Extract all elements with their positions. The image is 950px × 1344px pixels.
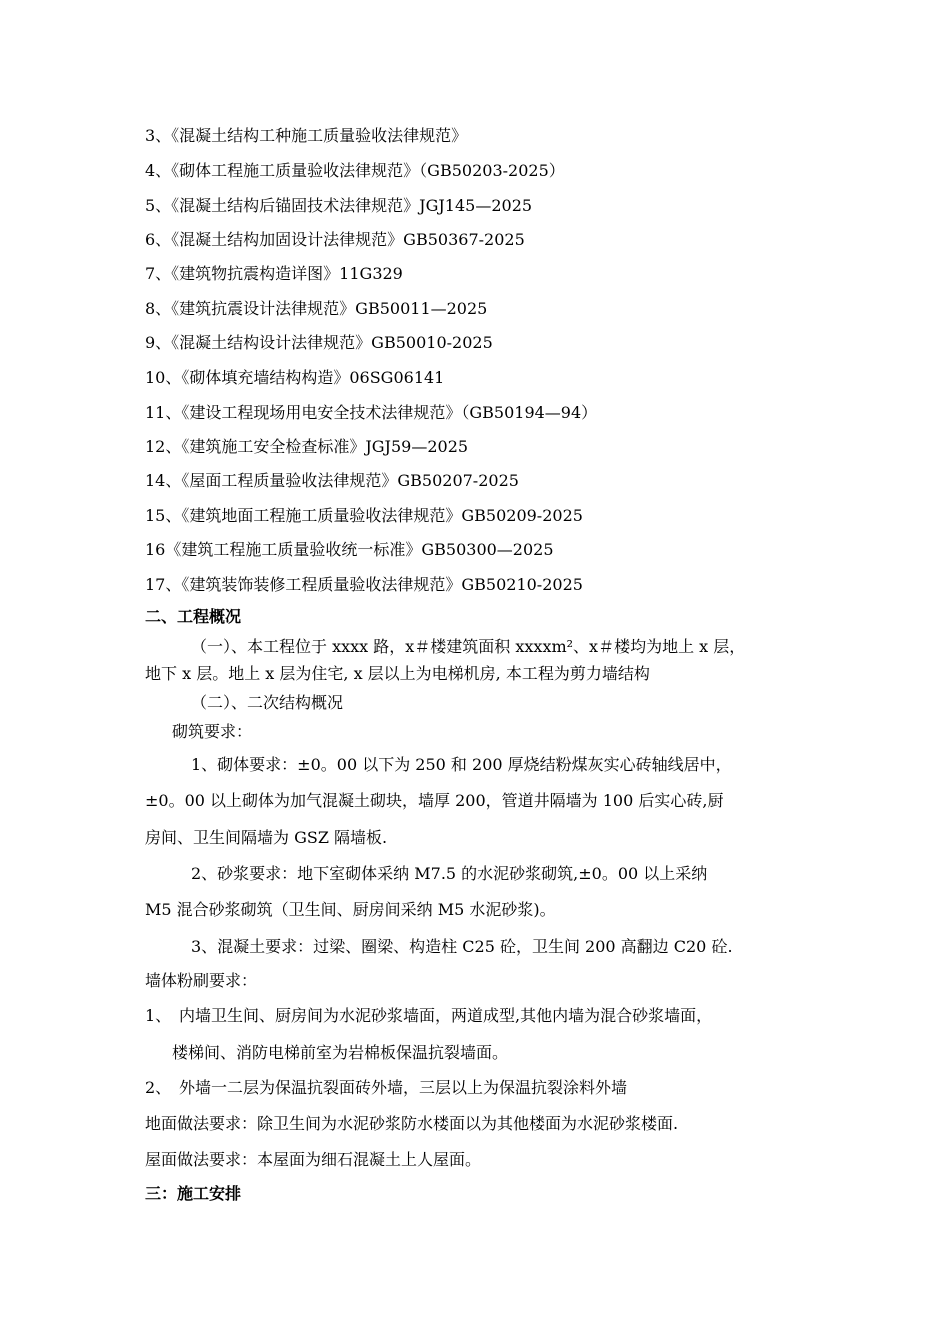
reference-item: 6、《混凝土结构加固设计法律规范》GB50367-2025 [145, 230, 525, 249]
subsection-heading-secondary-structure: （二）、二次结构概况 [191, 693, 344, 712]
section-heading-construction-arrangement: 三：施工安排 [145, 1184, 242, 1203]
reference-item: 12、《建筑施工安全检查标准》JGJ59—2025 [145, 437, 469, 456]
overview-paragraph-line: （一）、本工程位于 xxxx 路，x＃楼建筑面积 xxxxm²、x＃楼均为地上 x 层， [191, 637, 746, 656]
reference-item: 9、《混凝土结构设计法律规范》GB50010-2025 [145, 333, 493, 352]
reference-item: 15、《建筑地面工程施工质量验收法律规范》GB50209-2025 [145, 506, 583, 525]
reference-item: 11、《建设工程现场用电安全技术法律规范》（GB50194—94） [145, 403, 598, 422]
mortar-requirement-line: M5 混合砂浆砌筑（卫生间、厨房间采纳 M5 水泥砂浆)。 [145, 900, 556, 919]
reference-item: 14、《屋面工程质量验收法律规范》GB50207-2025 [145, 471, 519, 490]
section-heading-project-overview: 二、工程概况 [145, 607, 242, 626]
reference-item: 4、《砌体工程施工质量验收法律规范》（GB50203-2025） [145, 161, 565, 180]
masonry-requirement-line: 房间、卫生间隔墙为 GSZ 隔墙板. [145, 828, 388, 847]
plaster-item-line: 内墙卫生间、厨房间为水泥砂浆墙面，两道成型,其他内墙为混合砂浆墙面， [179, 1006, 713, 1025]
mortar-requirement-line: 2、砂浆要求：地下室砌体采纳 M7.5 的水泥砂浆砌筑,±0。00 以上采纳 [191, 864, 708, 883]
floor-finish-requirement: 地面做法要求：除卫生间为水泥砂浆防水楼面以为其他楼面为水泥砂浆楼面. [145, 1114, 679, 1133]
reference-item: 10、《砌体填充墙结构构造》06SG06141 [145, 368, 445, 387]
reference-item: 16《建筑工程施工质量验收统一标准》GB50300—2025 [145, 540, 554, 559]
roof-finish-requirement: 屋面做法要求：本屋面为细石混凝土上人屋面。 [145, 1150, 482, 1169]
wall-plaster-requirements-title: 墙体粉刷要求： [145, 971, 258, 990]
concrete-requirement-line: 3、混凝土要求：过梁、圈梁、构造柱 C25 砼，卫生间 200 高翻边 C20 砼. [191, 937, 733, 956]
reference-item: 8、《建筑抗震设计法律规范》GB50011—2025 [145, 299, 488, 318]
masonry-requirements-title: 砌筑要求： [172, 722, 253, 741]
plaster-item-line: 外墙一二层为保温抗裂面砖外墙，三层以上为保温抗裂涂料外墙 [179, 1078, 628, 1097]
reference-item: 17、《建筑装饰装修工程质量验收法律规范》GB50210-2025 [145, 575, 583, 594]
masonry-requirement-line: 1、砌体要求：±0。00 以下为 250 和 200 厚烧结粉煤灰实心砖轴线居中， [191, 755, 732, 774]
reference-item: 7、《建筑物抗震构造详图》11G329 [145, 264, 403, 283]
masonry-requirement-line: ±0。00 以上砌体为加气混凝土砌块，墙厚 200，管道井隔墙为 100 后实心砖,厨 [145, 791, 724, 810]
reference-item: 3、《混凝土结构工种施工质量验收法律规范》 [145, 126, 468, 145]
reference-item: 5、《混凝土结构后锚固技术法律规范》JGJ145—2025 [145, 196, 533, 215]
overview-paragraph-line: 地下 x 层。地上 x 层为住宅, x 层以上为电梯机房, 本工程为剪力墙结构 [145, 664, 650, 683]
plaster-item-line: 楼梯间、消防电梯前室为岩棉板保温抗裂墙面。 [172, 1043, 509, 1062]
plaster-item-number: 1、 [145, 1006, 172, 1025]
plaster-item-number: 2、 [145, 1078, 172, 1097]
